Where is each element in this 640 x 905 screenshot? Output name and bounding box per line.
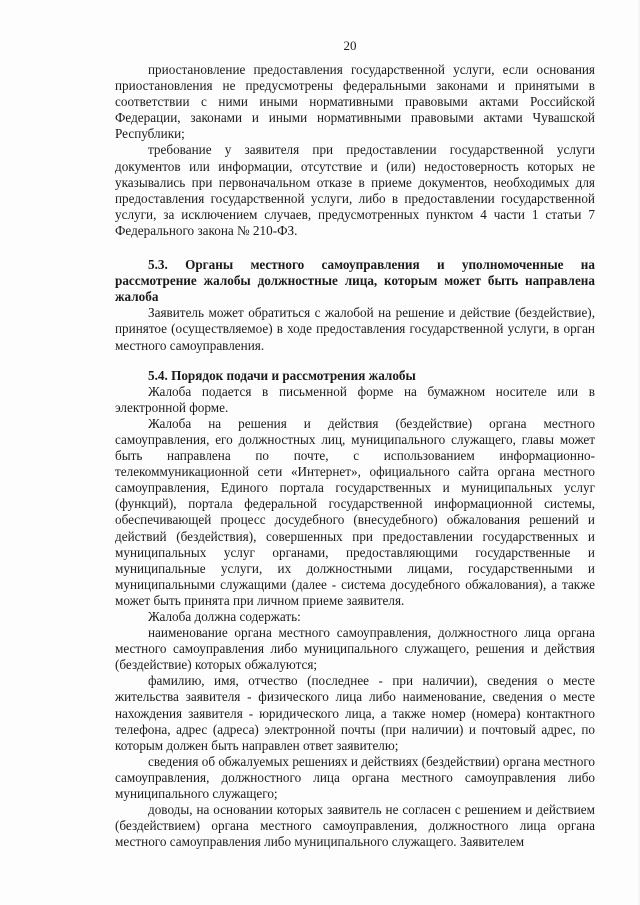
paragraph: Жалоба должна содержать: [148,609,301,624]
section-heading-5-3: 5.3. Органы местного самоуправления и уполномоченные на рассмотрение жалобы должностные лица, которым может быть направлена жалоба [115,257,595,305]
paragraph: наименование органа местного самоуправления, должностного лица органа местного самоуправления либо муниципального служащего, решения и действия (бездействие) которых обжалуются; [115,625,595,673]
paragraph: доводы, на основании которых заявитель не согласен с решением и действием (бездействием) органа местного самоуправления, должностного лица органа местного самоуправления либо муниципального служащего. Заявителем [115,802,595,850]
paragraph: Жалоба подается в письменной форме на бумажном носителе или в электронной форме. [115,383,595,415]
paragraph: Жалоба на решения и действия (бездействие) органа местного самоуправления, его должностных лиц, муниципального служащего, главы может быть направлена по почте, с использованием информационно-телекоммуникационной сети «Интернет», официального сайта органа местного самоуправления, Единого портала государственных и муниципальных услуг (функций), портала федеральной государственной информационной системы, обеспечивающей процесс досудебного (внесудебного) обжалования решений и действий (бездействия), совершенных при предоставлении государственных и муниципальных услуг органами, предоставляющими государственные и муниципальные услуги, их должностными лицами, государственными и муниципальными служащими (далее - система досудебного обжалования), а также может быть принята при личном приеме заявителя. [115,415,595,608]
paragraph: Заявитель может обратиться с жалобой на решение и действие (бездействие), принятое (осуществляемое) в ходе предоставления государственной услуги, в орган местного самоуправления. [115,305,595,353]
paragraph: приостановление предоставления государственной услуги, если основания приостановления не предусмотрены федеральными законами и принятыми в соответствии с ними иными нормативными правовыми актами Российской Федерации, законами и иными нормативными правовыми актами Чувашской Республики; [115,62,595,142]
page-number: 20 [343,38,357,53]
paragraph: фамилию, имя, отчество (последнее - при наличии), сведения о месте жительства заявителя - физического лица либо наименование, сведения о месте нахождения заявителя - юридического лица, а также номер (номера) контактного телефона, адрес (адреса) электронной почты (при наличии) и почтовый адрес, по которым должен быть направлен ответ заявителю; [115,673,595,753]
section-heading-5-4: 5.4. Порядок подачи и рассмотрения жалобы [148,367,416,383]
paragraph: требование у заявителя при предоставлении государственной услуги документов или информации, отсутствие и (или) недостоверность которых не указывались при первоначальном отказе в приеме документов, необходимых для предоставления государственной услуги, либо в предоставлении государственной услуги, за исключением случаев, предусмотренных пунктом 4 части 1 статьи 7 Федерального закона № 210-ФЗ. [115,142,595,238]
document-body [115,62,595,850]
paragraph: сведения об обжалуемых решениях и действиях (бездействии) органа местного самоуправления, должностного лица органа местного самоуправления либо муниципального служащего; [115,753,595,802]
